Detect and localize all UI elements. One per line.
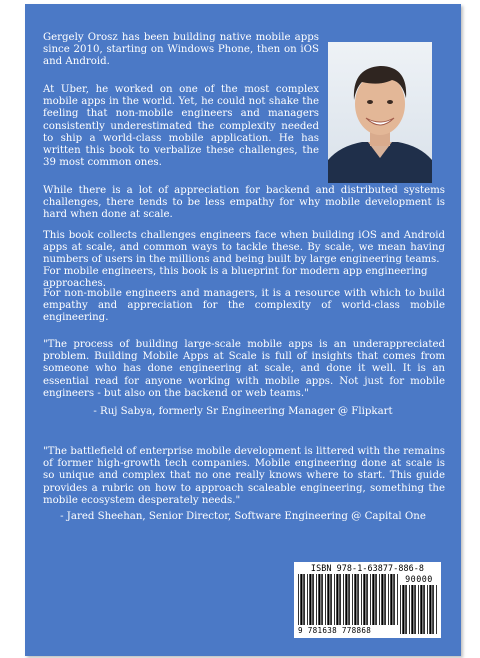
isbn-barcode <box>294 562 441 638</box>
author-bio-intro: Gergely Orosz has been building native mobile apps since 2010, starting on Windows Phone, then on iOS and Android. <box>43 32 319 68</box>
book-description-paragraph: This book collects challenges engineers face when building iOS and Android apps at scale, and common ways to tackle these. By scale, we mean having numbers of users in the millions and being built by large engineering teams. <box>43 230 445 266</box>
backend-empathy-paragraph: While there is a lot of appreciation for backend and distributed systems challenges, there tends to be less empathy for why mobile development is hard when done at scale. <box>43 185 445 221</box>
mobile-engineers-line: For mobile engineers, this book is a blueprint for modern app engineering approaches. <box>43 266 428 290</box>
price-code: 90000 <box>405 574 433 584</box>
ean-barcode-bars <box>298 574 398 625</box>
non-mobile-paragraph: For non-mobile engineers and managers, it is a resource with which to build empathy and appreciation for the complexity of world-class mobile engineering. <box>43 288 445 324</box>
quote-attribution: - Ruj Sabya, formerly Sr Engineering Manager @ Flipkart <box>93 406 393 417</box>
quote-attribution: - Jared Sheehan, Senior Director, Software Engineering @ Capital One <box>60 511 426 522</box>
isbn-number: ISBN 978-1-63877-886-8 <box>310 563 425 573</box>
ean-number: 9 781638 778868 <box>298 626 372 635</box>
author-bio-uber: At Uber, he worked on one of the most complex mobile apps in the world. Yet, he could not shake the feeling that non-mobile engineers and managers consistently underestimated the complexity needed to ship a world-class mobile application. He has written this book to verbalize these challenges, the 39 most common ones. <box>43 84 319 169</box>
quote-text: "The process of building large-scale mobile apps is an underappreciated problem. Building Mobile Apps at Scale is full of insights that comes from someone who has done engineering at scale, and done it well. It is an essential read for anyone working with mobile apps. Not just for mobile engineers - but also on the backend or web teams." <box>43 339 445 399</box>
quote-text: "The battlefield of enterprise mobile development is littered with the remains of former high-growth tech companies. Mobile engineering done at scale is so unique and complex that no one really knows where to start. This guide provides a rubric on how to approach scaleable engineering, something the mobile ecosystem desperately needs." <box>43 446 445 506</box>
addon-barcode-bars <box>400 585 438 634</box>
back-cover <box>25 4 461 656</box>
author-photo <box>328 42 432 183</box>
